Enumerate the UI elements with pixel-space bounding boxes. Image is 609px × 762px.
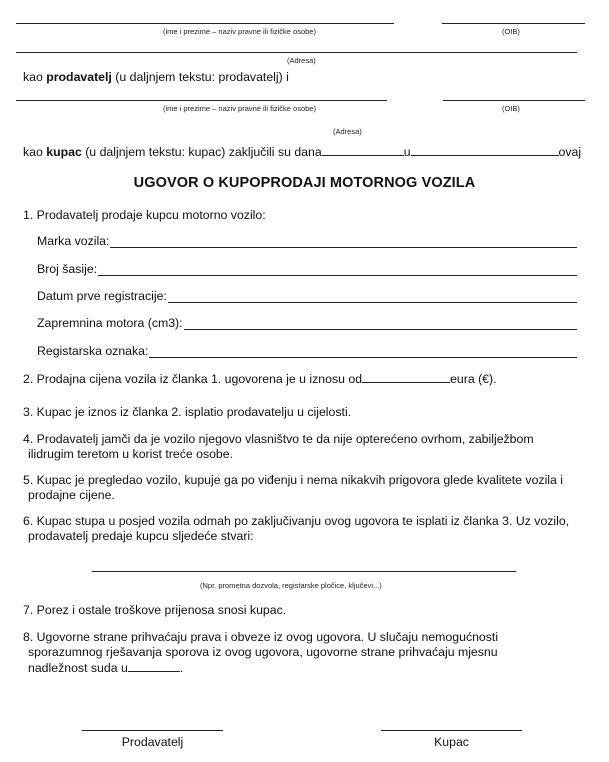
article-7: 7. Porez i ostale troškove prijenosa snosi kupac. bbox=[23, 603, 287, 617]
field-marka[interactable]: Marka vozila: bbox=[37, 234, 577, 248]
article-8-line-1: 8. Ugovorne strane prihvaćaju prava i obveze iz ovog ugovora. U slučaju nemogućnosti bbox=[23, 630, 499, 644]
article-4-line-2: ilidrugim teretom u korist treće osobe. bbox=[28, 447, 234, 461]
datum-input-line[interactable] bbox=[168, 289, 577, 303]
buyer-oib-line[interactable] bbox=[443, 100, 585, 101]
oznaka-input-line[interactable] bbox=[149, 344, 577, 358]
article-8-line-3: nadležnost suda u . bbox=[28, 661, 184, 675]
zapremnina-input-line[interactable] bbox=[184, 316, 577, 330]
buyer-name-line[interactable] bbox=[16, 100, 387, 101]
buyer-address-caption: (Adresa) bbox=[333, 127, 362, 136]
handover-items-line[interactable] bbox=[92, 571, 516, 572]
article-1: 1. Prodavatelj prodaje kupcu motorno vozilo: bbox=[23, 208, 266, 222]
seller-name-line[interactable] bbox=[16, 23, 394, 24]
marka-input-line[interactable] bbox=[110, 234, 577, 248]
contract-place-blank[interactable] bbox=[411, 144, 559, 156]
seller-term: prodavatelj bbox=[46, 70, 112, 84]
contract-date-blank[interactable] bbox=[322, 144, 404, 156]
article-4-line-1: 4. Prodavatelj jamči da je vozilo njegovo vlasništvo te da nije opterećeno ovrhom, zabilježbom bbox=[23, 432, 534, 446]
article-5-line-1: 5. Kupac je pregledao vozilo, kupuje ga po viđenju i nema nikakvih prigovora glede kvalitete vozila i bbox=[23, 473, 564, 487]
field-sasija[interactable]: Broj šasije: bbox=[37, 262, 577, 276]
court-place-blank[interactable] bbox=[128, 660, 180, 672]
buyer-intro: kao kupac (u daljnjem tekstu: kupac) zaključili su dana u ovaj bbox=[23, 145, 582, 159]
seller-signature-line[interactable] bbox=[82, 730, 223, 731]
seller-intro: kao prodavatelj (u daljnjem tekstu: prodavatelj) i bbox=[23, 70, 289, 84]
article-6-line-1: 6. Kupac stupa u posjed vozila odmah po zaključivanju ovog ugovora te isplati iz članka 3. Uz vozilo, bbox=[23, 514, 570, 528]
contract-title: UGOVOR O KUPOPRODAJI MOTORNOG VOZILA bbox=[133, 175, 476, 191]
seller-oib-line[interactable] bbox=[442, 23, 585, 24]
buyer-signature-label: Kupac bbox=[434, 735, 469, 749]
article-5-line-2: prodajne cijene. bbox=[28, 488, 115, 502]
article-2: 2. Prodajna cijena vozila iz članka 1. ugovorena je u iznosu od eura (€). bbox=[23, 372, 497, 386]
seller-name-caption: (ime i prezime – naziv pravne ili fizičke osobe) bbox=[163, 27, 316, 36]
seller-signature-label: Prodavatelj bbox=[121, 735, 184, 749]
seller-oib-caption: (OIB) bbox=[502, 27, 520, 36]
sasija-input-line[interactable] bbox=[98, 262, 577, 276]
field-oznaka[interactable]: Registarska oznaka: bbox=[37, 344, 577, 358]
buyer-oib-caption: (OIB) bbox=[502, 104, 520, 113]
field-zapremnina[interactable]: Zapremnina motora (cm3): bbox=[37, 316, 577, 330]
buyer-term: kupac bbox=[46, 145, 82, 159]
field-datum[interactable]: Datum prve registracije: bbox=[37, 289, 577, 303]
article-3: 3. Kupac je iznos iz članka 2. isplatio prodavatelju u cijelosti. bbox=[23, 405, 352, 419]
seller-address-line[interactable] bbox=[16, 52, 577, 53]
buyer-name-caption: (ime i prezime – naziv pravne ili fizičke osobe) bbox=[163, 104, 316, 113]
article-8-line-2: sporazumnog rješavanja sporova iz ovog ugovora, ugovorne strane prihvaćaju mjesnu bbox=[28, 645, 498, 659]
price-blank[interactable] bbox=[362, 371, 450, 383]
handover-items-caption: (Npr. prometna dozvola, registarske pločice, ključevi...) bbox=[200, 581, 382, 590]
buyer-signature-line[interactable] bbox=[381, 730, 522, 731]
seller-address-caption: (Adresa) bbox=[287, 56, 316, 65]
article-6-line-2: prodavatelj predaje kupcu sljedeće stvari: bbox=[28, 529, 254, 543]
